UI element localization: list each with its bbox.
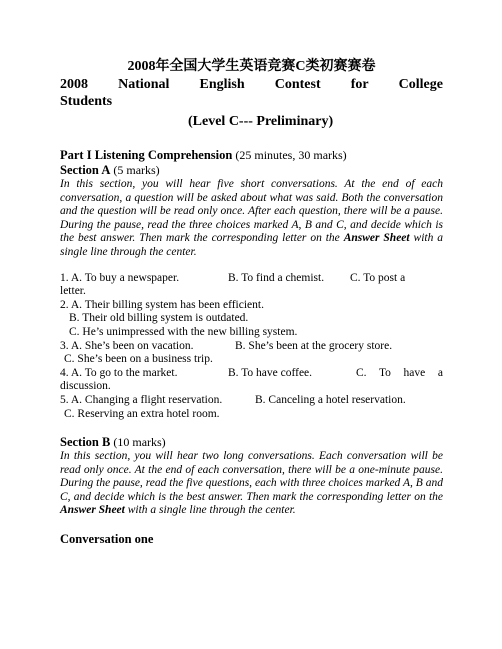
section-a-questions	[60, 272, 443, 422]
instr-text: In this section, you will hear two long conversations. Each conversation will be read only once. At the end of each conversation, there will be a one-minute pause. During the pause, read the five questions, each with three choices marked A, B and C, and decide which is the best answer. Then mark the corresponding letter on the	[60, 450, 443, 503]
title-chinese: 2008年全国大学生英语竞赛C类初赛赛卷	[127, 59, 376, 74]
section-a-heading	[60, 163, 443, 177]
choice: B. Canceling a hotel reservation.	[255, 393, 406, 406]
title-word: for	[350, 77, 369, 92]
section-b-meta: (10 marks)	[113, 435, 166, 450]
choice: 4. A. To go to the market.	[60, 366, 178, 379]
title-word: 2008	[60, 77, 88, 92]
choice: B. She’s been at the grocery store.	[235, 339, 393, 352]
section-a-instructions	[60, 178, 443, 260]
question-4	[60, 367, 443, 381]
part1-heading	[60, 148, 443, 162]
choice: C. To post a	[350, 271, 406, 284]
choice: C. He’s unimpressed with the new billing system.	[69, 325, 298, 338]
question-3	[60, 340, 443, 354]
choice: 3. A. She’s been on vacation.	[60, 339, 194, 352]
section-a-meta: (5 marks)	[113, 163, 160, 177]
section-b-instructions	[60, 450, 443, 518]
section-a-title: Section A	[60, 163, 111, 177]
choice: C. She’s been on a business trip.	[64, 353, 213, 366]
choice: B. To have coffee.	[228, 366, 313, 379]
part1-meta: (25 minutes, 30 marks)	[235, 148, 347, 162]
title-english-line2: Students	[60, 94, 113, 109]
choice: 5. A. Changing a flight reservation.	[60, 393, 223, 406]
title-word: National	[118, 77, 170, 92]
title-word: Contest	[274, 77, 321, 92]
title-level: (Level C--- Preliminary)	[188, 114, 334, 129]
choice: C. To have a	[356, 366, 443, 379]
instr-answer-sheet: Answer Sheet	[343, 232, 410, 245]
exam-page	[60, 58, 443, 547]
choice-continued: discussion.	[60, 380, 111, 393]
choice: C. Reserving an extra hotel room.	[64, 407, 220, 420]
title-word: College	[398, 77, 443, 92]
question-1	[60, 272, 443, 286]
choice-continued: letter.	[60, 285, 86, 298]
instr-text: with a single line through the center.	[124, 504, 296, 517]
instr-text: with a single line through the center.	[60, 232, 443, 258]
section-b-heading	[60, 435, 443, 449]
title-english	[60, 76, 443, 110]
section-b-title: Section B	[60, 435, 111, 450]
instr-text: In this section, you will hear five short conversations. At the end of each conversation, a question will be asked about what was said. Both the conversation and the question will be read only once. After each question, there will be a pause. During the pause, read the three choices marked A, B and C, and decide which is the best answer. Then mark the corresponding letter on the	[60, 178, 443, 245]
choice: B. Their old billing system is outdated.	[69, 312, 249, 325]
choice: B. To find a chemist.	[228, 271, 325, 284]
question-5	[60, 394, 443, 408]
conversation-one-heading: Conversation one	[60, 532, 154, 547]
title-word: English	[199, 77, 245, 92]
instr-answer-sheet: Answer Sheet	[60, 504, 125, 517]
question-2: 2. A. Their billing system has been efficient.	[60, 298, 264, 311]
choice: 1. A. To buy a newspaper.	[60, 271, 180, 284]
part1-title: Part I Listening Comprehension	[60, 148, 233, 162]
